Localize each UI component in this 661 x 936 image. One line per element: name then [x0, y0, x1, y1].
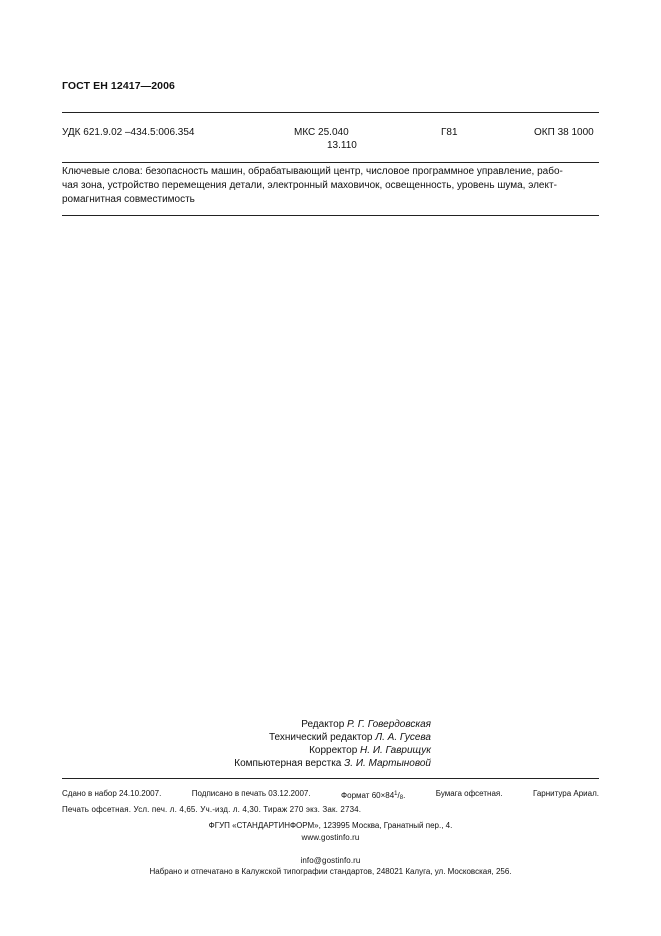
imprint-format-sub: 8	[399, 795, 404, 801]
divider-imprint	[62, 778, 599, 779]
credit-role: Компьютерная верстка	[234, 758, 342, 769]
imprint-paper: Бумага офсетная.	[435, 789, 503, 798]
credit-technical-editor	[0, 731, 431, 744]
group-code: Г81	[441, 127, 458, 138]
imprint-block	[62, 788, 599, 816]
publisher-contacts	[0, 832, 661, 867]
imprint-format-text: Формат 60×84	[341, 791, 395, 800]
divider-classification	[62, 162, 599, 163]
credit-layout	[0, 757, 431, 770]
document-title: ГОСТ ЕН 12417—2006	[62, 80, 175, 92]
imprint-format-tail: .	[403, 791, 406, 800]
credit-editor	[0, 718, 431, 731]
divider-top	[62, 112, 599, 113]
okp-code: ОКП 38 1000	[534, 127, 594, 138]
credit-role: Редактор	[301, 719, 345, 730]
keywords-line: чая зона, устройство перемещения детали, электронный маховичок, освещенность, уровень шума, элект-	[62, 180, 557, 191]
mks-code-secondary: 13.110	[327, 140, 357, 151]
keywords-line: ромагнитная совместимость	[62, 194, 195, 205]
publisher-website-link[interactable]: www.gostinfo.ru	[301, 832, 360, 842]
credit-role: Технический редактор	[268, 732, 373, 743]
imprint-format-sup: 1	[394, 791, 398, 797]
credit-role: Корректор	[309, 745, 358, 756]
imprint-typeset-date: Сдано в набор 24.10.2007.	[62, 789, 162, 798]
credit-name: Л. А. Гусева	[375, 732, 431, 743]
credit-name: Р. Г. Говердовская	[347, 719, 431, 730]
imprint-format: Формат $60\times 84^1/_8$.	[341, 791, 406, 801]
imprint-line: Печать офсетная. Усл. печ. л. 4,65. Уч.-изд. л. 4,30. Тираж 270 экз. Зак. 2734.	[62, 805, 362, 814]
imprint-typeface: Гарнитура Ариал.	[532, 789, 599, 798]
udk-code: УДК 621.9.02 –434.5:006.354	[62, 127, 195, 138]
keywords-block	[62, 165, 599, 207]
publisher-address: ФГУП «СТАНДАРТИНФОРМ», 123995 Москва, Гранатный пер., 4.	[208, 821, 453, 830]
printing-house: Набрано и отпечатано в Калужской типографии стандартов, 248021 Калуга, ул. Московская, 256.	[149, 867, 512, 876]
keywords-line: Ключевые слова: безопасность машин, обрабатывающий центр, числовое программное управление, рабо-	[62, 166, 563, 177]
divider-keywords	[62, 215, 599, 216]
imprint-signed-date: Подписано в печать 03.12.2007.	[191, 789, 311, 798]
imprint-line	[62, 788, 599, 804]
mks-code: МКС 25.040	[294, 127, 349, 138]
editorial-credits	[0, 718, 661, 770]
credit-proofreader	[0, 744, 431, 757]
credit-name: Н. И. Гаврищук	[360, 745, 431, 756]
credit-name: З. И. Мартыновой	[344, 758, 431, 769]
publisher-email-link[interactable]: info@gostinfo.ru	[300, 855, 361, 865]
publisher-block	[0, 820, 661, 878]
